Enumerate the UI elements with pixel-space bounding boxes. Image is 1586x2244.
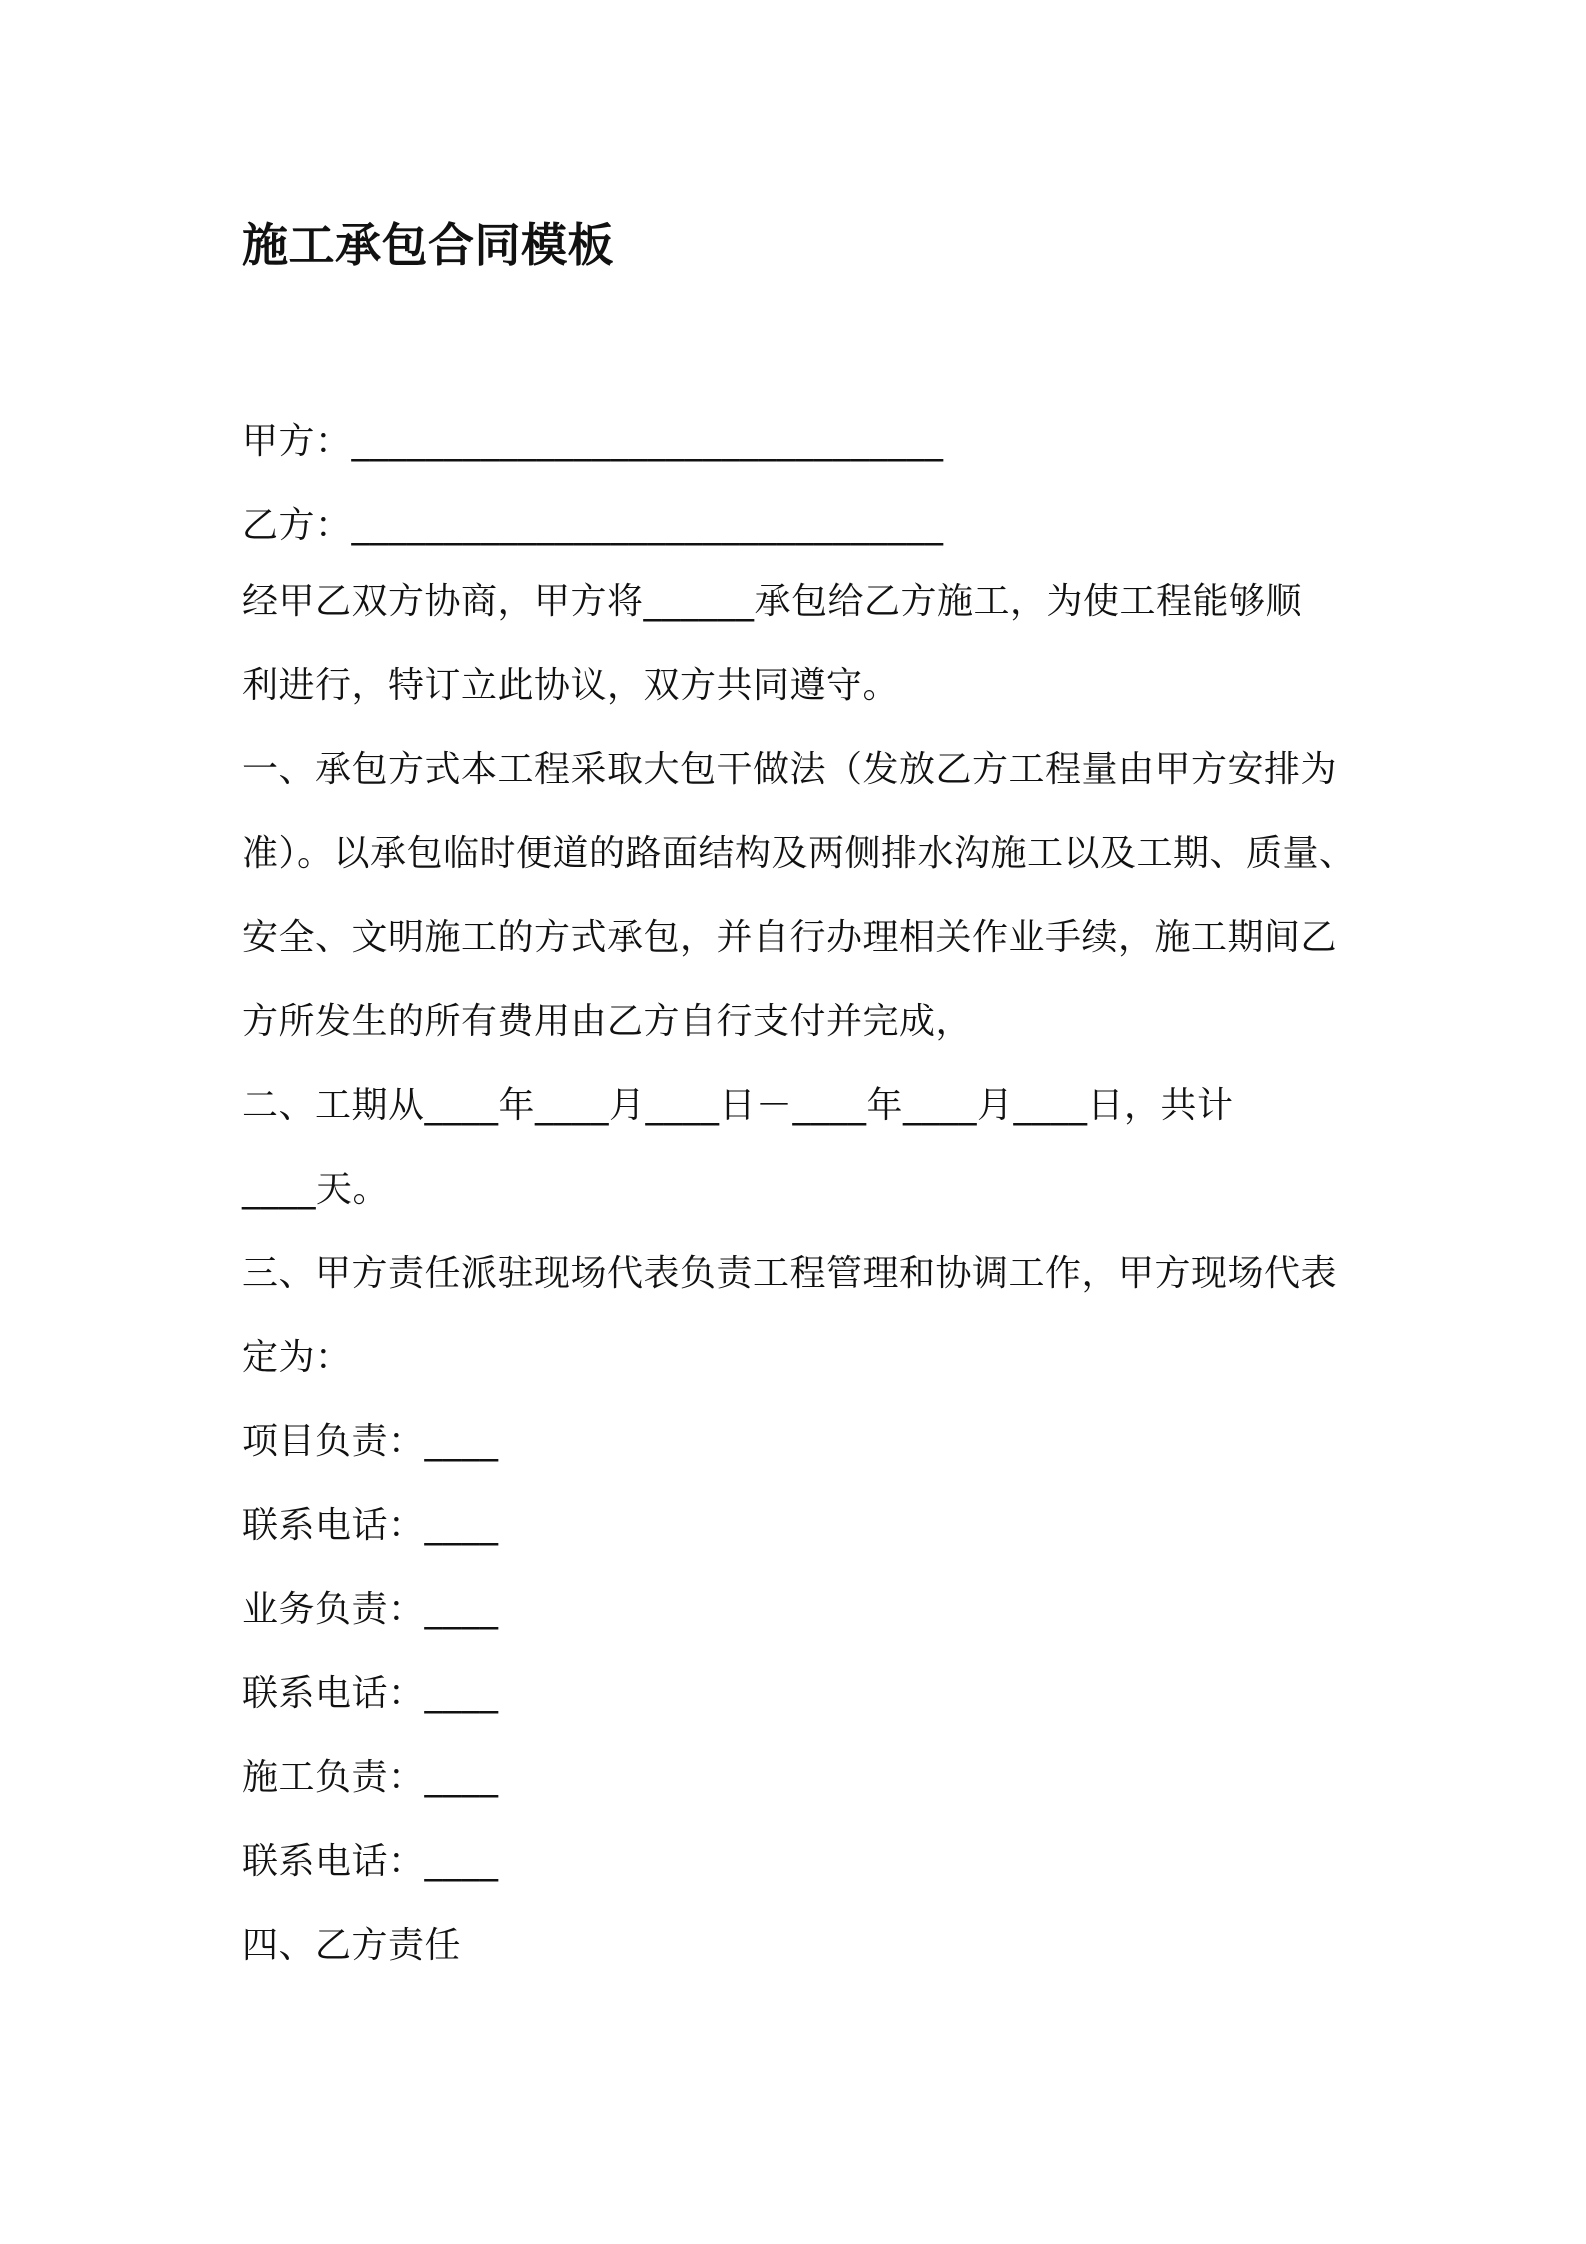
preamble-line-1: 经甲乙双方协商，甲方将______承包给乙方施工，为使工程能够顺: [242, 581, 1303, 622]
clause-1-line-4: 方所发生的所有费用由乙方自行支付并完成，: [242, 1001, 973, 1042]
construction-lead-line: 施工负责：____: [242, 1757, 499, 1798]
document-title: 施工承包合同模板: [242, 218, 614, 272]
contact-phone-line-1: 联系电话：____: [242, 1505, 499, 1546]
clause-4-heading: 四、乙方责任: [242, 1925, 462, 1966]
clause-2-line-2: ____天。: [242, 1169, 390, 1210]
contact-phone-line-3: 联系电话：____: [242, 1841, 499, 1882]
clause-3-line-2: 定为：: [242, 1337, 352, 1378]
party-a-line: 甲方：________________________________: [242, 421, 944, 462]
project-lead-line: 项目负责：____: [242, 1421, 499, 1462]
clause-1-line-1: 一、承包方式本工程采取大包干做法（发放乙方工程量由甲方安排为: [242, 749, 1338, 790]
clause-2-line-1: 二、工期从____年____月____日－____年____月____日，共计: [242, 1085, 1234, 1126]
party-b-line: 乙方：________________________________: [242, 505, 944, 546]
clause-1-line-3: 安全、文明施工的方式承包，并自行办理相关作业手续，施工期间乙: [242, 917, 1338, 958]
preamble-line-2: 利进行，特订立此协议，双方共同遵守。: [242, 665, 900, 706]
clause-3-line-1: 三、甲方责任派驻现场代表负责工程管理和协调工作，甲方现场代表: [242, 1253, 1338, 1294]
business-lead-line: 业务负责：____: [242, 1589, 499, 1630]
contact-phone-line-2: 联系电话：____: [242, 1673, 499, 1714]
clause-1-line-2: 准）。以承包临时便道的路面结构及两侧排水沟施工以及工期、质量、: [242, 833, 1356, 874]
